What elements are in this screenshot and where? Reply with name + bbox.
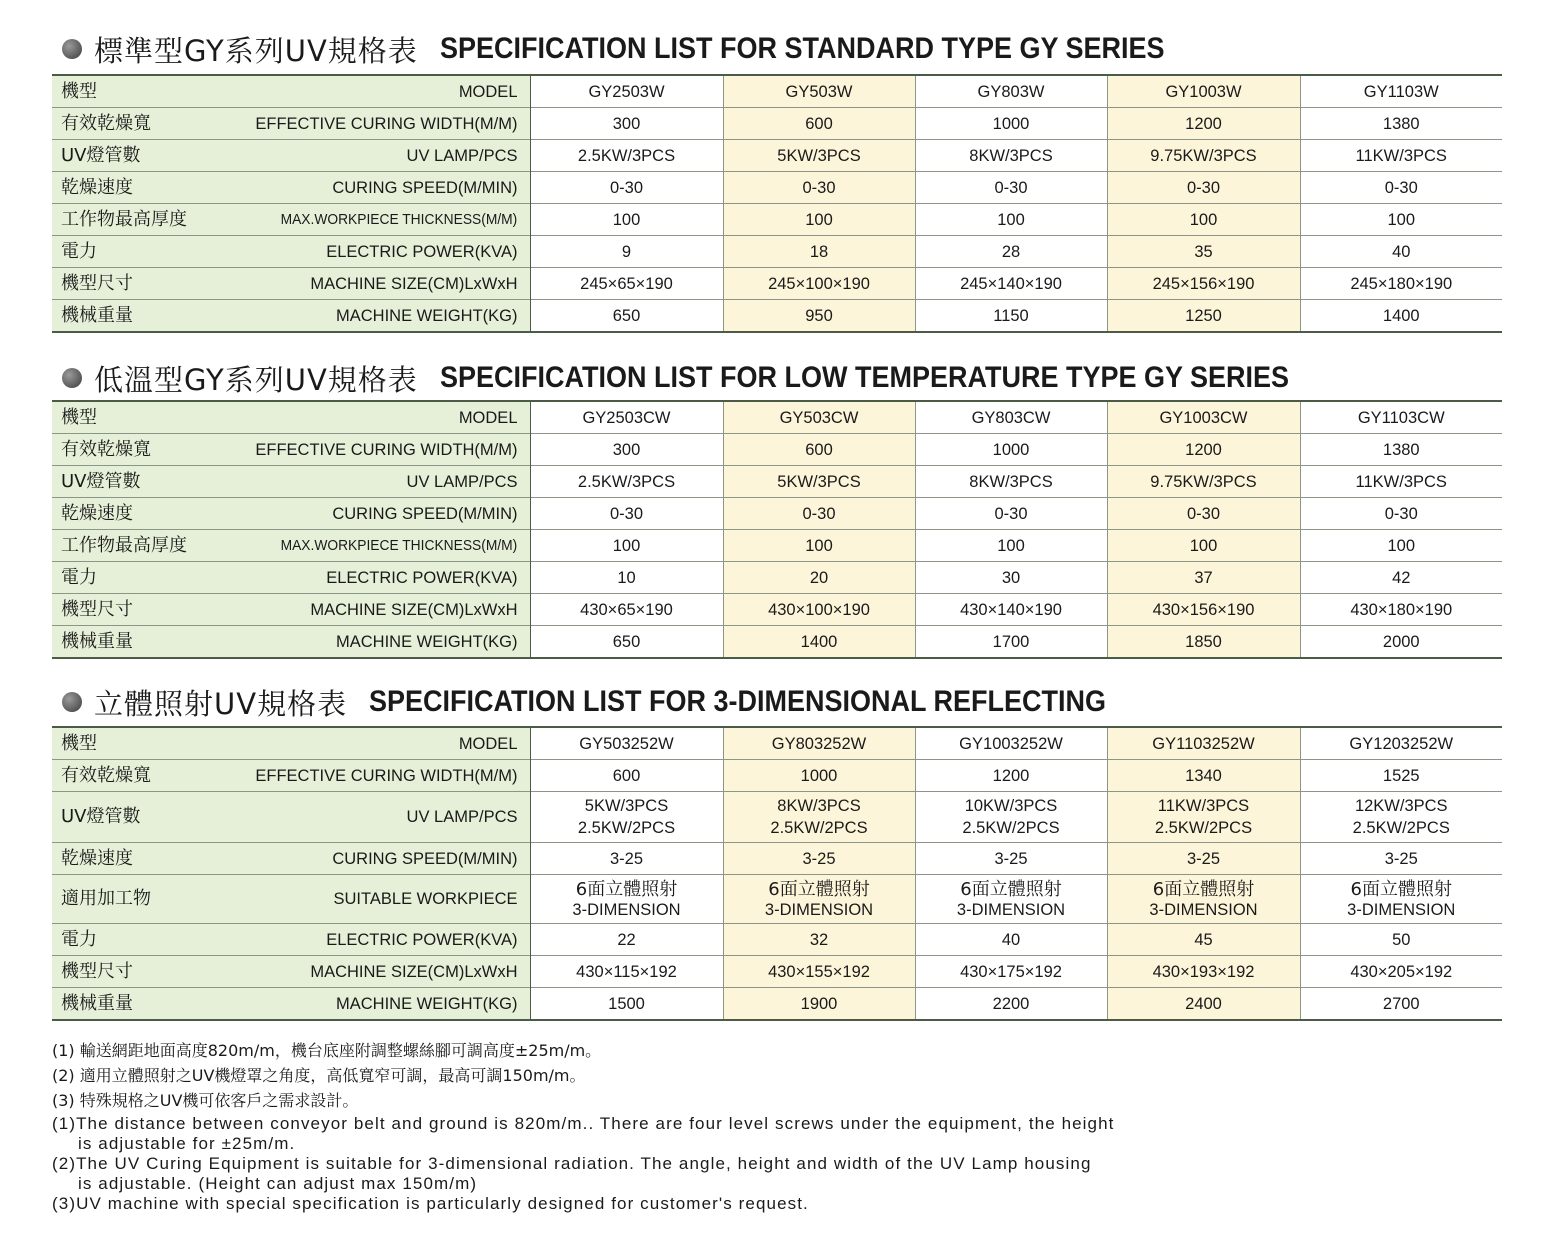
row-label: [52, 300, 530, 333]
cell-value: 2.5KW/3PCS: [530, 466, 723, 498]
row-label-en: EFFECTIVE CURING WIDTH(M/M): [255, 766, 518, 785]
cell-value: 245×156×190: [1107, 268, 1300, 300]
cell-value: 1250: [1107, 300, 1300, 333]
table-row: [52, 924, 1502, 956]
cell-value: 40: [915, 924, 1107, 956]
row-label-en: MAX.WORKPIECE THICKNESS(M/M): [280, 210, 518, 228]
cell-value: 1200: [1107, 434, 1300, 466]
cell-value: 30: [915, 562, 1107, 594]
cell-value: [530, 875, 723, 924]
cell-value: 0-30: [1300, 172, 1502, 204]
note-en-1: [52, 1114, 1492, 1154]
cell-value: 300: [530, 108, 723, 140]
row-label: [52, 924, 530, 956]
table-row: [52, 843, 1502, 875]
row-label-zh: 工作物最高厚度: [61, 534, 187, 556]
table-row: [52, 204, 1502, 236]
table-row: [52, 108, 1502, 140]
cell-value: 245×180×190: [1300, 268, 1502, 300]
cell-value: 9.75KW/3PCS: [1107, 466, 1300, 498]
cell-value: GY2503CW: [530, 401, 723, 434]
table-row: [52, 594, 1502, 626]
3d-spec-table: [52, 726, 1502, 1021]
row-label-en: CURING SPEED(M/MIN): [332, 504, 518, 523]
cell-value: 11KW/3PCS: [1300, 466, 1502, 498]
cell-value: 100: [723, 530, 915, 562]
row-label: [52, 75, 530, 108]
row-label-en: MODEL: [458, 82, 518, 101]
note-zh-3: (3) 特殊規格之UV機可依客戶之需求設計。: [52, 1091, 359, 1110]
cell-line: 2.5KW/2PCS: [577, 819, 676, 837]
row-label-en: MACHINE WEIGHT(KG): [336, 994, 518, 1013]
cell-value: 100: [1300, 530, 1502, 562]
cell-value: [1107, 792, 1300, 843]
cell-value: 430×175×192: [915, 956, 1107, 988]
cell-value: GY2503W: [530, 75, 723, 108]
row-label-zh: UV燈管數: [61, 144, 141, 166]
table-row: [52, 760, 1502, 792]
cell-line: 3-DIMENSION: [1347, 901, 1456, 919]
row-label: [52, 594, 530, 626]
cell-value: 430×115×192: [530, 956, 723, 988]
section-heading: [62, 29, 1245, 69]
section-heading: [62, 358, 1383, 398]
row-label: [52, 956, 530, 988]
row-label: [52, 434, 530, 466]
cell-value: 1340: [1107, 760, 1300, 792]
note-en-1-line2: is adjustable for ±25m/m.: [78, 1134, 296, 1153]
cell-value: 3-25: [530, 843, 723, 875]
cell-value: 0-30: [1107, 498, 1300, 530]
row-label-en: UV LAMP/PCS: [406, 146, 518, 165]
cell-value: 430×156×190: [1107, 594, 1300, 626]
cell-value: GY803W: [915, 75, 1107, 108]
table-row: [52, 875, 1502, 924]
heading-en: SPECIFICATION LIST FOR LOW TEMPERATURE TYPE GY SERIES: [439, 361, 1289, 394]
cell-value: 245×100×190: [723, 268, 915, 300]
cell-line: 6面立體照射: [768, 879, 870, 900]
row-label-en: ELECTRIC POWER(KVA): [326, 568, 518, 587]
cell-value: 2700: [1300, 988, 1502, 1021]
cell-value: GY803CW: [915, 401, 1107, 434]
section-heading: [62, 682, 1188, 722]
cell-line: 6面立體照射: [960, 879, 1062, 900]
row-label-zh: 乾燥速度: [61, 847, 133, 869]
row-label-en: MODEL: [458, 408, 518, 427]
table-row: [52, 300, 1502, 333]
cell-value: 0-30: [723, 172, 915, 204]
row-label-en: MACHINE WEIGHT(KG): [336, 306, 518, 325]
cell-value: 0-30: [915, 172, 1107, 204]
cell-line: 6面立體照射: [1152, 879, 1255, 900]
row-label: [52, 401, 530, 434]
row-label-zh: 工作物最高厚度: [61, 208, 187, 230]
bullet-icon: [62, 368, 82, 388]
cell-value: 9.75KW/3PCS: [1107, 140, 1300, 172]
cell-value: 100: [1107, 530, 1300, 562]
row-label-zh: UV燈管數: [61, 470, 141, 492]
cell-value: 430×193×192: [1107, 956, 1300, 988]
row-label-en: ELECTRIC POWER(KVA): [326, 242, 518, 261]
cell-value: GY1203252W: [1300, 727, 1502, 760]
cell-line: 6面立體照射: [1350, 879, 1452, 900]
cell-value: 22: [530, 924, 723, 956]
cell-value: 1380: [1300, 434, 1502, 466]
row-label-en: UV LAMP/PCS: [406, 472, 518, 491]
row-label: [52, 988, 530, 1021]
cell-value: 100: [530, 204, 723, 236]
row-label: [52, 562, 530, 594]
note-en-1-line1: (1)The distance between conveyor belt and ground is 820m/m.. There are four level screws under the equipment, the height: [52, 1114, 1115, 1133]
row-label: [52, 268, 530, 300]
cell-value: 1850: [1107, 626, 1300, 659]
cell-value: 1200: [1107, 108, 1300, 140]
cell-value: [1300, 792, 1502, 843]
heading-zh: 立體照射UV規格表: [94, 686, 348, 721]
heading-en: SPECIFICATION LIST FOR STANDARD TYPE GY SERIES: [439, 32, 1165, 65]
heading-en: SPECIFICATION LIST FOR 3-DIMENSIONAL REFLECTING: [369, 685, 1107, 718]
cell-value: 430×100×190: [723, 594, 915, 626]
cell-value: 2200: [915, 988, 1107, 1021]
row-label-zh: 機械重量: [61, 304, 133, 326]
cell-value: [530, 792, 723, 843]
bullet-icon: [62, 39, 82, 59]
cell-value: 100: [1107, 204, 1300, 236]
cell-value: 32: [723, 924, 915, 956]
table-row: [52, 268, 1502, 300]
cell-value: 18: [723, 236, 915, 268]
row-label: [52, 626, 530, 659]
cell-value: 100: [915, 530, 1107, 562]
row-label-zh: 適用加工物: [61, 888, 151, 909]
cell-value: 42: [1300, 562, 1502, 594]
row-label-zh: 機型: [61, 732, 97, 754]
row-label-en: MACHINE WEIGHT(KG): [336, 632, 518, 651]
row-label: [52, 727, 530, 760]
cell-value: 245×65×190: [530, 268, 723, 300]
row-label-zh: 電力: [61, 928, 97, 950]
cell-value: [723, 875, 915, 924]
row-label-zh: 乾燥速度: [61, 502, 133, 524]
cell-value: GY803252W: [723, 727, 915, 760]
cell-value: 430×205×192: [1300, 956, 1502, 988]
cell-value: 245×140×190: [915, 268, 1107, 300]
table-row: [52, 626, 1502, 659]
cell-value: GY1003CW: [1107, 401, 1300, 434]
table-row: [52, 140, 1502, 172]
cell-value: GY1103252W: [1107, 727, 1300, 760]
cell-value: 950: [723, 300, 915, 333]
cell-value: 0-30: [723, 498, 915, 530]
cell-value: [1300, 875, 1502, 924]
cell-value: 0-30: [915, 498, 1107, 530]
row-label: [52, 530, 530, 562]
table-row: [52, 562, 1502, 594]
cell-value: 100: [1300, 204, 1502, 236]
row-label-en: EFFECTIVE CURING WIDTH(M/M): [255, 440, 518, 459]
cell-value: [723, 792, 915, 843]
cell-value: 600: [723, 108, 915, 140]
cell-value: 9: [530, 236, 723, 268]
cell-value: 3-25: [1300, 843, 1502, 875]
cell-value: 0-30: [1107, 172, 1300, 204]
row-label-en: EFFECTIVE CURING WIDTH(M/M): [255, 114, 518, 133]
table-row: [52, 727, 1502, 760]
row-label-en: MAX.WORKPIECE THICKNESS(M/M): [280, 536, 518, 554]
row-label: [52, 108, 530, 140]
table-row: [52, 401, 1502, 434]
cell-value: 3-25: [1107, 843, 1300, 875]
cell-value: GY503CW: [723, 401, 915, 434]
cell-value: GY1003W: [1107, 75, 1300, 108]
cell-value: 430×140×190: [915, 594, 1107, 626]
cell-value: GY1103CW: [1300, 401, 1502, 434]
cell-value: 0-30: [530, 498, 723, 530]
row-label-zh: 電力: [61, 240, 97, 262]
row-label: [52, 172, 530, 204]
cell-value: 35: [1107, 236, 1300, 268]
standard-spec-table: [52, 74, 1502, 333]
bullet-icon: [62, 692, 82, 712]
cell-value: 3-25: [915, 843, 1107, 875]
cell-value: 650: [530, 626, 723, 659]
table-row: [52, 236, 1502, 268]
cell-line: 3-DIMENSION: [764, 901, 874, 919]
cell-line: 3-DIMENSION: [572, 901, 681, 919]
row-label: [52, 236, 530, 268]
cell-value: GY503W: [723, 75, 915, 108]
heading-zh: 標準型GY系列UV規格表: [94, 33, 418, 68]
cell-value: 0-30: [530, 172, 723, 204]
cell-value: 1000: [915, 108, 1107, 140]
row-label: [52, 466, 530, 498]
cell-value: 5KW/3PCS: [723, 466, 915, 498]
row-label-zh: 電力: [61, 566, 97, 588]
row-label: [52, 760, 530, 792]
row-label-zh: 機械重量: [61, 630, 133, 652]
cell-line: 5KW/3PCS: [584, 797, 669, 815]
row-label-en: ELECTRIC POWER(KVA): [326, 930, 518, 949]
cell-value: 430×180×190: [1300, 594, 1502, 626]
cell-line: 11KW/3PCS: [1157, 797, 1250, 815]
cell-line: 12KW/3PCS: [1354, 797, 1448, 815]
low-temp-spec-table: [52, 400, 1502, 659]
row-label-zh: 機型尺寸: [61, 960, 133, 982]
cell-value: 45: [1107, 924, 1300, 956]
cell-line: 2.5KW/2PCS: [770, 819, 868, 837]
table-row: [52, 530, 1502, 562]
row-label-en: MACHINE SIZE(CM)LxWxH: [310, 274, 518, 293]
row-label: [52, 875, 530, 924]
row-label: [52, 204, 530, 236]
cell-value: 430×155×192: [723, 956, 915, 988]
row-label-zh: 乾燥速度: [61, 176, 133, 198]
cell-value: 1400: [1300, 300, 1502, 333]
cell-value: 37: [1107, 562, 1300, 594]
cell-value: 20: [723, 562, 915, 594]
row-label-en: CURING SPEED(M/MIN): [332, 178, 518, 197]
table-row: [52, 792, 1502, 843]
cell-value: 11KW/3PCS: [1300, 140, 1502, 172]
row-label-zh: 機型尺寸: [61, 598, 133, 620]
cell-value: 2.5KW/3PCS: [530, 140, 723, 172]
cell-value: 3-25: [723, 843, 915, 875]
cell-value: [915, 792, 1107, 843]
cell-value: 100: [723, 204, 915, 236]
cell-value: 40: [1300, 236, 1502, 268]
note-en-2-line1: (2)The UV Curing Equipment is suitable for 3-dimensional radiation. The angle, height and width of the UV Lamp housing: [52, 1154, 1092, 1173]
cell-value: 300: [530, 434, 723, 466]
cell-value: [1107, 875, 1300, 924]
cell-line: 2.5KW/2PCS: [962, 819, 1060, 837]
cell-value: 600: [530, 760, 723, 792]
note-en-3: [52, 1194, 1492, 1214]
cell-value: 1525: [1300, 760, 1502, 792]
cell-value: 1700: [915, 626, 1107, 659]
row-label-zh: 有效乾燥寬: [61, 112, 151, 134]
heading-zh: 低溫型GY系列UV規格表: [94, 362, 418, 397]
cell-value: 2000: [1300, 626, 1502, 659]
row-label-zh: 機械重量: [61, 992, 133, 1014]
cell-value: 430×65×190: [530, 594, 723, 626]
cell-value: 1200: [915, 760, 1107, 792]
table-row: [52, 466, 1502, 498]
cell-value: 2400: [1107, 988, 1300, 1021]
table-row: [52, 498, 1502, 530]
cell-line: 2.5KW/2PCS: [1352, 819, 1450, 837]
cell-value: 5KW/3PCS: [723, 140, 915, 172]
cell-line: 3-DIMENSION: [956, 901, 1066, 919]
row-label-en: MACHINE SIZE(CM)LxWxH: [310, 600, 518, 619]
cell-line: 2.5KW/2PCS: [1154, 819, 1253, 837]
row-label-en: CURING SPEED(M/MIN): [332, 849, 518, 868]
row-label: [52, 498, 530, 530]
notes: [52, 1038, 1492, 1214]
table-row: [52, 172, 1502, 204]
cell-value: 1150: [915, 300, 1107, 333]
cell-value: GY503252W: [530, 727, 723, 760]
row-label-en: MACHINE SIZE(CM)LxWxH: [310, 962, 518, 981]
row-label-zh: 有效乾燥寬: [61, 438, 151, 460]
cell-line: 3-DIMENSION: [1149, 901, 1258, 919]
table-row: [52, 956, 1502, 988]
cell-value: 100: [915, 204, 1107, 236]
row-label-en: SUITABLE WORKPIECE: [333, 890, 518, 908]
row-label: [52, 843, 530, 875]
row-label-zh: 機型尺寸: [61, 272, 133, 294]
cell-value: 1900: [723, 988, 915, 1021]
row-label-zh: 有效乾燥寬: [61, 764, 151, 786]
table-row: [52, 988, 1502, 1021]
note-zh-2: (2) 適用立體照射之UV機燈罩之角度，高低寬窄可調，最高可調150m/m。: [52, 1066, 586, 1085]
cell-value: 8KW/3PCS: [915, 140, 1107, 172]
cell-value: 1000: [915, 434, 1107, 466]
cell-value: 50: [1300, 924, 1502, 956]
cell-value: 600: [723, 434, 915, 466]
cell-value: 8KW/3PCS: [915, 466, 1107, 498]
note-en-3-line1: (3)UV machine with special specification is particularly designed for customer's request.: [52, 1194, 809, 1213]
cell-line: 6面立體照射: [575, 879, 678, 900]
row-label-zh: UV燈管數: [61, 806, 141, 827]
cell-value: 1500: [530, 988, 723, 1021]
cell-value: 28: [915, 236, 1107, 268]
cell-value: 650: [530, 300, 723, 333]
row-label: [52, 140, 530, 172]
cell-value: 1400: [723, 626, 915, 659]
cell-value: 0-30: [1300, 498, 1502, 530]
cell-line: 10KW/3PCS: [964, 797, 1058, 815]
cell-value: [915, 875, 1107, 924]
cell-value: GY1103W: [1300, 75, 1502, 108]
note-zh-1: (1) 輸送網距地面高度820m/m，機台底座附調整螺絲腳可調高度±25m/m。: [52, 1041, 602, 1060]
cell-value: 10: [530, 562, 723, 594]
row-label-zh: 機型: [61, 406, 97, 428]
table-row: [52, 434, 1502, 466]
row-label-en: MODEL: [458, 734, 518, 753]
cell-value: 100: [530, 530, 723, 562]
row-label-zh: 機型: [61, 80, 97, 102]
table-row: [52, 75, 1502, 108]
note-en-2-line2: is adjustable. (Height can adjust max 150m/m): [78, 1174, 478, 1193]
row-label-en: UV LAMP/PCS: [406, 808, 518, 826]
note-en-2: [52, 1154, 1492, 1194]
cell-value: 1380: [1300, 108, 1502, 140]
cell-value: 1000: [723, 760, 915, 792]
cell-value: GY1003252W: [915, 727, 1107, 760]
row-label: [52, 792, 530, 843]
cell-line: 8KW/3PCS: [777, 797, 861, 815]
